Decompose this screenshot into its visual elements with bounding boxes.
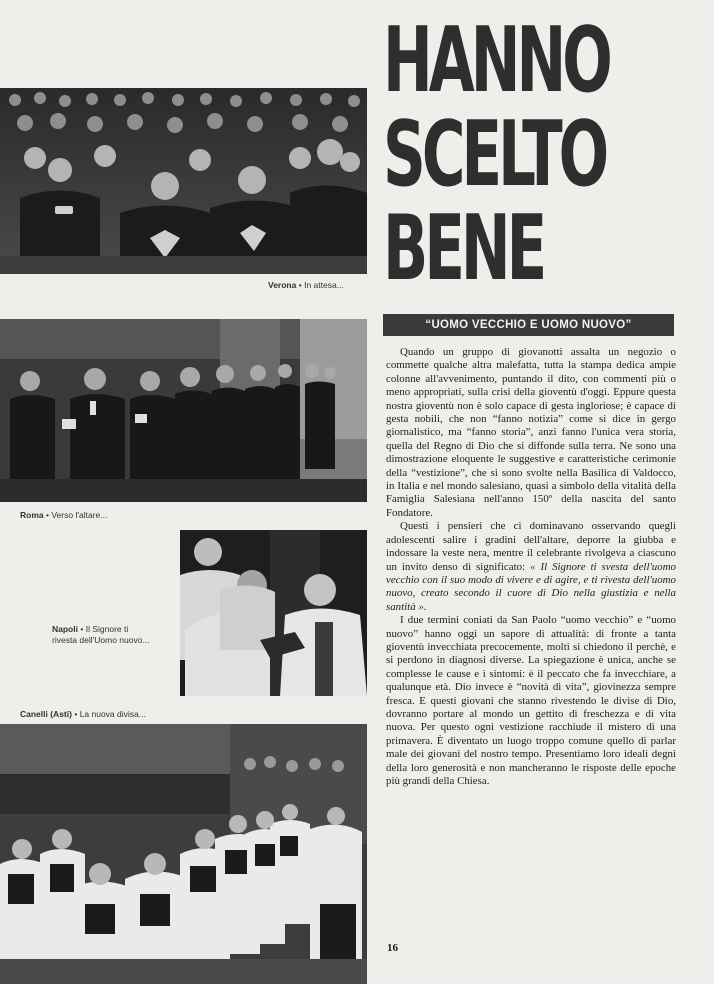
headline-line-2: SCELTO xyxy=(383,102,606,207)
photo-roma-procession xyxy=(0,319,367,502)
caption-verona: Verona • In attesa... xyxy=(268,280,344,290)
photo-napoli-vesting xyxy=(180,530,367,696)
section-banner: “UOMO VECCHIO E UOMO NUOVO” xyxy=(383,314,674,336)
article-body xyxy=(386,346,676,788)
paragraph-2: Questi i pensieri che ci dominavano osservando quegli adolescenti salire i gradini dell'altare, deporre la giubba e indossare la veste nera, mentre il celebrante rivolgeva a ciascuno un invito denso di significato: « Il Signore ti svesta dell'uomo vecchio con il suo modo di vivere e di agire, e ti rivesta dell'uomo nuovo, creato secondo il cuore di Dio nella giustizia e nella santità ». xyxy=(386,520,677,613)
paragraph-1: Quando un gruppo di giovanotti assalta un negozio o commette qualche altra malefatta, tutta la stampa dedica ampie colonne all'avvenimento, puntando il dito, con commenti più o meno appropriati, sulla crisi della gioventù d'oggi. Eppure questa nostra gioventù non è solo capace di gesta ingloriose; è capace di gesta nobili, che non “fanno notizia” come si dice in gergo giornalistico, ma “fanno storia”, anzi fanno l'unica vera storia, quella del Regno di Dio che si diffonde sulla terra. Ne sono una dimostrazione eloquente le suggestive e caratteristiche cerimonie della “vestizione”, che si sono svolte nella Basilica di Valdocco, in Italia e nel mondo salesiano, quasi a simbolo della vitalità della Famiglia Salesiana nell'anno 150º della nascita del santo Fondatore. xyxy=(386,346,676,519)
caption-canelli: Canelli (Asti) • La nuova divisa... xyxy=(20,709,146,719)
page-number: 16 xyxy=(387,942,398,954)
paragraph-2-quote: « Il Signore ti svesta dell'uomo vecchio con il suo modo di vivere e di agire, e ti rivesta dell'uomo nuovo, creato secondo il cuore di Dio nella giustizia e nella santità ». xyxy=(386,560,677,613)
headline xyxy=(383,8,609,301)
headline-line-1: HANNO xyxy=(383,8,609,113)
caption-napoli: Napoli • Il Signore ti rivesta dell'Uomo nuovo... xyxy=(52,624,150,645)
caption-roma: Roma • Verso l'altare... xyxy=(20,510,108,520)
photo-canelli-clerics xyxy=(0,724,367,984)
paragraph-3: I due termini coniati da San Paolo “uomo vecchio” e “uomo nuovo” hanno oggi un sapore di attualità: di fronte a tanta gioventù invecchiata precocemente, molti si chiedono il perchè, e si perdono in diagnosi diverse. La spiegazione è unica, anche se complesse le cause e i sintomi: è il peccato che fa invecchiare, a qualunque età. Dio invece è “novità di vita”, giovinezza sempre fresca. E questi giovani che stanno rivestendo le divise di Dio, dovranno portare al mondo un gettito di freschezza e di vita nuova. Per questo ogni vestizione racchiude il mistero di una primavera. È diventato un luogo troppo comune quello di parlar male dei giovani del nostro tempo. Presentiamo loro ideali degni della loro generosità e non mancheranno le risposte delle epoche più grandi della Chiesa. xyxy=(386,614,676,787)
photo-verona-congregation xyxy=(0,88,367,274)
headline-line-3: BENE xyxy=(383,196,544,301)
